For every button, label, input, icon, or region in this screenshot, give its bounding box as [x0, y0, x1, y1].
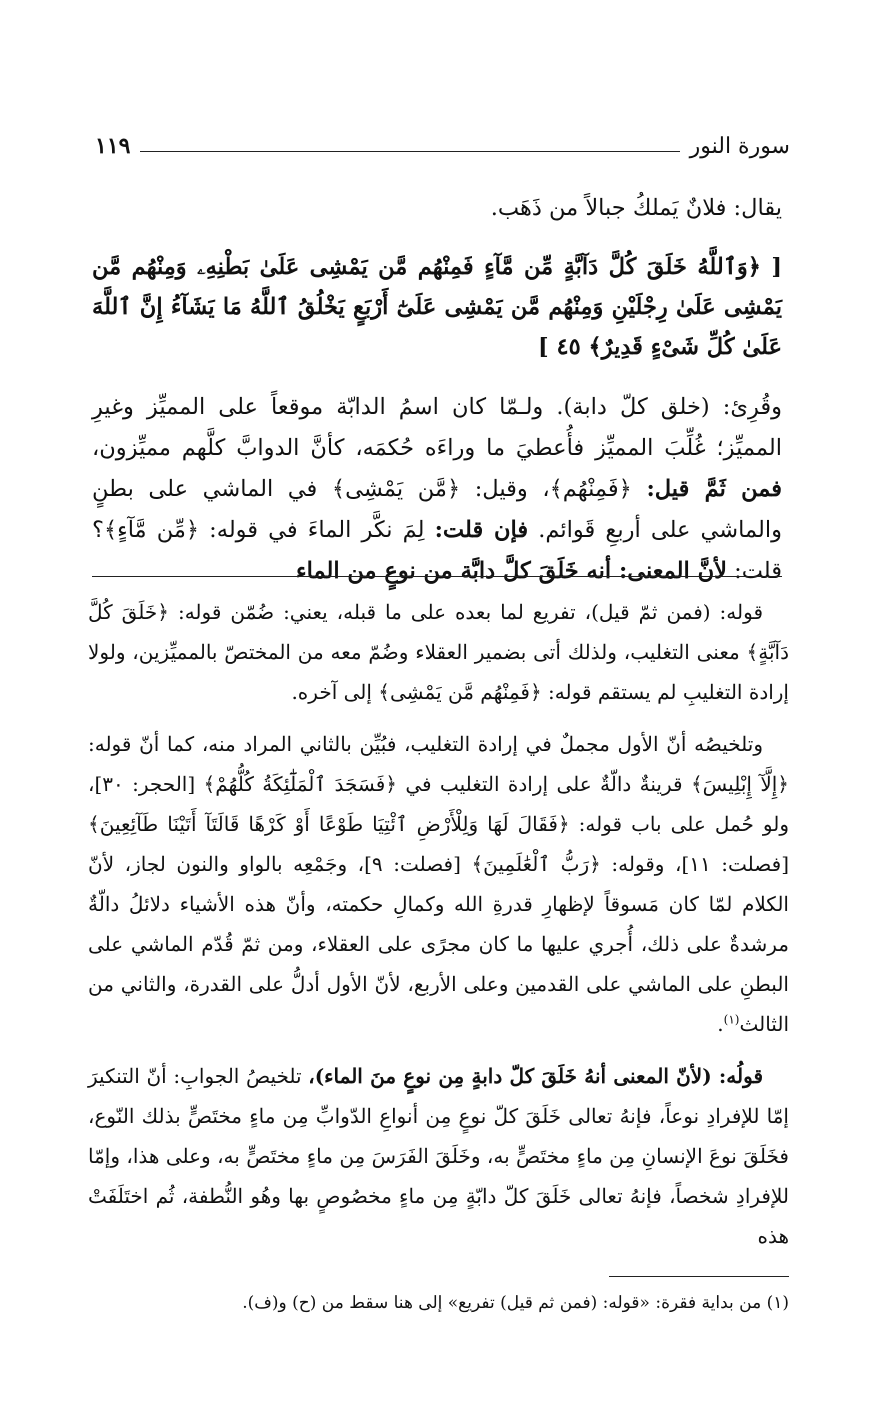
main-text-part-3: لِمَ نكَّر الماءَ في قوله: ﴿مِّن مَّآءٍ﴾؟ قلت: — [92, 517, 782, 584]
commentary-paragraph-3-heading: قولُه: (لأنّ المعنى أنهُ خَلَقَ كلّ دابةٍ مِن نوعٍ منَ الماء)، — [308, 1064, 763, 1088]
quran-verse: [ ﴿وَٱللَّهُ خَلَقَ كُلَّ دَآبَّةٍ مِّن مَّآءٍ فَمِنْهُم مَّن يَمْشِى عَلَىٰ بَطْنِهِۦ وَمِنْهُم مَّن يَمْشِى عَلَىٰ رِجْلَيْنِ وَمِنْهُم مَّن يَمْشِى عَلَىٰٓ أَرْبَعٍ يَخْلُقُ ٱللَّهُ مَا يَشَآءُ إِنَّ ٱللَّهَ عَلَىٰ كُلِّ شَىْءٍ قَدِيرٌ﴾ ٤٥ ] — [92, 254, 782, 360]
commentary-paragraph-3-text: تلخيصُ الجوابِ: أنّ التنكيرَ إمّا للإفرادِ نوعاً، فإنهُ تعالى خَلَقَ كلّ نوعٍ مِن أنواعِ الدّوابِّ مِن ماءٍ مختَصٍّ بذلك النّوع، فخَلَقَ نوعَ الإنسانِ مِن ماءٍ مختَصٍّ به، وخَلَقَ الفَرَسَ مِن ماءٍ مختَصٍّ به، وعلى هذا، وإمّا للإفرادِ شخصاً، فإنهُ تعالى خَلَقَ كلّ دابّةٍ مِن ماءٍ مخصُوصٍ بها وهُو النُّطفة، ثُم اختَلَفَتْ هذه — [88, 1064, 789, 1248]
commentary-paragraph-2 — [88, 724, 789, 1044]
main-text-bold-2: فإن قلت: — [434, 517, 529, 543]
main-text-bold-1: فمن ثَمَّ قيل: — [646, 476, 783, 502]
footnote-marker: (١) — [723, 1012, 740, 1027]
main-text-part-2: ﴿فَمِنْهُم﴾، وقيل: ﴿مَّن يَمْشِى﴾ في الماشي على بطنٍ والماشي على أربعِ قَوائم. — [92, 476, 782, 543]
surah-title: سورة النور — [689, 133, 790, 159]
main-text-part-1: وقُرِئ: (خلق كلّ دابة). ولـمّا كان اسمُ الدابّة موقعاً على المميِّز وغيرِ المميِّز؛ غُلِّبَ المميِّز فأُعطيَ ما وراءَه حُكمَه، كأنَّ الدوابَّ كلَّهم مميِّزون، — [92, 394, 782, 461]
header-rule — [140, 151, 679, 152]
commentary-section — [88, 592, 789, 1268]
commentary-paragraph-1: قوله: (فمن ثمّ قيل)، تفريع لما بعده على ما قبله، يعني: ضُمّن قوله: ﴿خَلَقَ كُلَّ دَآبَّةٍ﴾ معنى التغليب، ولذلك أتى بضمير العقلاء وضُمّ معه من المختصّ بالمميِّزين، ولولا إرادة التغليبِ لم يستقم قوله: ﴿فَمِنْهُم مَّن يَمْشِى﴾ إلى آخره. — [88, 600, 789, 704]
commentary-paragraph-2-end: . — [717, 1012, 724, 1036]
commentary-paragraph-3 — [88, 1056, 789, 1256]
footnote-rule — [609, 1276, 789, 1277]
page-header — [95, 128, 790, 164]
main-paragraph — [92, 387, 782, 592]
page-number: ١١٩ — [95, 133, 131, 159]
opening-line: يقال: فلانٌ يَملكُ جبالاً من ذَهَب. — [490, 195, 782, 221]
commentary-divider — [92, 576, 782, 577]
footnote: (١) من بداية فقرة: «قوله: (فمن ثم قيل) تفريع» إلى هنا سقط من (ح) و(ف). — [242, 1293, 789, 1313]
main-text-bold-3: لأنَّ المعنى: أنه خَلَقَ كلَّ دابَّة من نوعٍ من الماء — [296, 558, 727, 584]
commentary-paragraph-2-text: وتلخيصُه أنّ الأول مجملٌ في إرادة التغليب، فبُيِّن بالثاني المراد منه، كما أنّ قوله: ﴿إِلَّآ إِبْلِيسَ﴾ قرينةٌ دالّةٌ على إرادة التغليب في ﴿فَسَجَدَ ٱلْمَلَٰٓئِكَةُ كُلُّهُمْ﴾ [الحجر: ٣٠]، ولو حُمل على باب قوله: ﴿فَقَالَ لَهَا وَلِلْأَرْضِ ٱئْتِيَا طَوْعًا أَوْ كَرْهًا قَالَتَآ أَتَيْنَا طَآئِعِينَ﴾ [فصلت: ١١]، وقوله: ﴿رَبُّ ٱلْعَٰلَمِينَ﴾ [فصلت: ٩]، وجَمْعِه بالواو والنون لجاز، لأنّ الكلام لمّا كان مَسوقاً لإظهارِ قدرةِ الله وكمالِ حكمته، وأنّ هذه الأشياء دلائلُ دالّةٌ مرشدةٌ على ذلك، أُجري عليها ما كان مجرًى على العقلاء، ومن ثمّ قُدّم الماشي على البطنِ على الماشي على القدمين وعلى الأربع، لأنّ الأول أدلُّ على القدرة، والثاني من الثالث — [88, 732, 790, 1036]
main-text — [92, 188, 782, 592]
